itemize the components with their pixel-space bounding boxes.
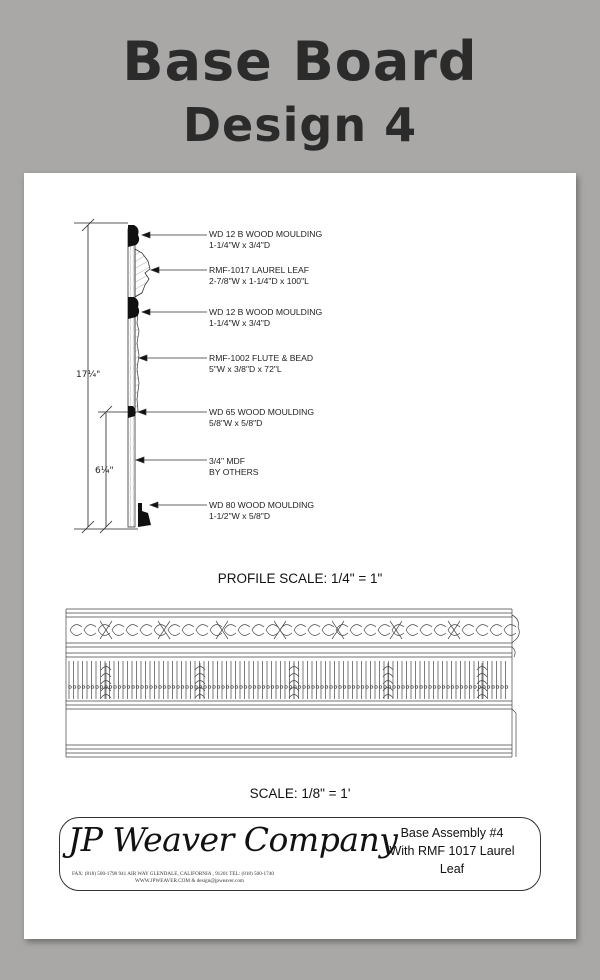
callout-flute-bead: RMF-1002 FLUTE & BEAD 5"W x 3/8"D x 72"L (209, 353, 314, 374)
company-logo: JP Weaver Company (68, 820, 398, 859)
mdf-panel (128, 229, 135, 527)
drawing-sheet (24, 173, 576, 939)
title-block (59, 817, 541, 891)
assembly-description: Base Assembly #4 With RMF 1017 Laurel Leaf (389, 826, 515, 876)
callout-wd80: WD 80 WOOD MOULDING 1-1/2"W x 5/8"D (209, 500, 315, 521)
callout-wd12b-middle: WD 12 B WOOD MOULDING 1-1/4"W x 3/4"D (209, 307, 323, 328)
flute-bead-profile (135, 311, 139, 413)
page-subtitle: Design 4 (182, 98, 418, 152)
contact-info: FAX: (818) 500-1798 941 AIR WAY GLENDALE, CALIFORNIA , 91201 TEL: (818) 500-1740 (72, 871, 274, 877)
laurel-leaf-profile (135, 249, 150, 297)
contact-web: WWW.JPWEAVER.COM & design@jpweaver.com (135, 878, 244, 884)
callout-laurel-leaf: RMF-1017 LAUREL LEAF 2-7/8"W x 1-1/4"D x 100"L (209, 265, 309, 286)
callout-wd65: WD 65 WOOD MOULDING 5/8"W x 5/8"D (209, 407, 315, 428)
wd80-moulding (138, 503, 151, 527)
page-title: Base Board (122, 30, 478, 93)
wd12b-moulding-top (128, 225, 139, 247)
dimension-lower-height: 6¼" (95, 466, 114, 476)
elevation-drawing (24, 605, 576, 765)
callout-wd12b-top: WD 12 B WOOD MOULDING 1-1/4"W x 3/4"D (209, 229, 323, 250)
dimension-total-height: 17¼" (76, 370, 101, 380)
profile-scale-label: PROFILE SCALE: 1/4" = 1" (217, 571, 383, 586)
callout-mdf: 3/4" MDF BY OTHERS (209, 456, 259, 477)
elevation-scale-label: SCALE: 1/8" = 1' (249, 786, 351, 801)
